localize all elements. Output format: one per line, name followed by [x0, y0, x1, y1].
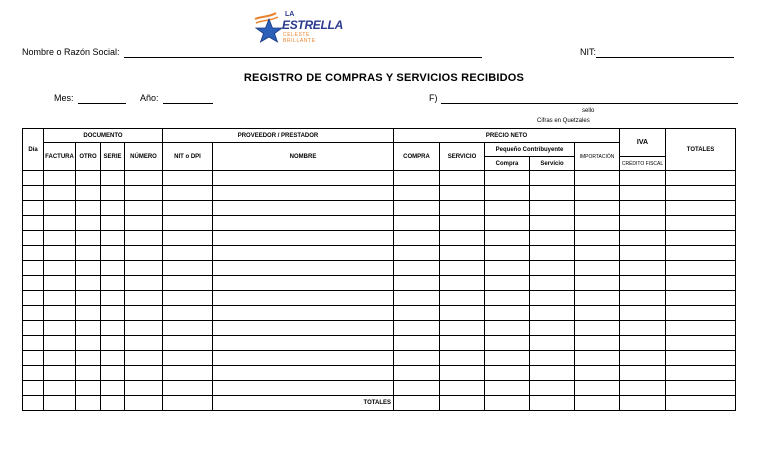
cell-total[interactable] [666, 336, 736, 351]
totales-iva-cell[interactable] [620, 396, 666, 411]
cell-importacion[interactable] [575, 171, 620, 186]
table-row [23, 366, 736, 381]
table-row [23, 306, 736, 321]
cell-servicio[interactable] [440, 381, 485, 396]
table-row [23, 291, 736, 306]
cell-nit-dpi[interactable] [163, 321, 213, 336]
cell-nit-dpi[interactable] [163, 306, 213, 321]
page-title: REGISTRO DE COMPRAS Y SERVICIOS RECIBIDOS [243, 72, 525, 84]
cell-compra[interactable] [394, 231, 440, 246]
cell-numero[interactable] [125, 261, 163, 276]
cell-dia[interactable] [23, 186, 44, 201]
cell-servicio[interactable] [440, 261, 485, 276]
cell-total[interactable] [666, 321, 736, 336]
nombre-header: NOMBRE [213, 143, 394, 171]
totales-compra-pc-cell[interactable] [485, 396, 530, 411]
credito-fiscal-header: CRÉDITO FISCAL [620, 157, 666, 171]
cell-factura[interactable] [44, 186, 76, 201]
sello-label: sello [582, 108, 595, 114]
cell-dia[interactable] [23, 366, 44, 381]
cell-importacion[interactable] [575, 186, 620, 201]
cell-servicio-pc[interactable] [530, 351, 575, 366]
cell-iva[interactable] [620, 261, 666, 276]
cell-servicio-pc[interactable] [530, 381, 575, 396]
cell-servicio-pc[interactable] [530, 276, 575, 291]
cell-servicio-pc[interactable] [530, 216, 575, 231]
cell-nombre[interactable] [213, 336, 394, 351]
pequeno-contribuyente-header: Pequeño Contribuyente [485, 143, 575, 157]
table-row [23, 231, 736, 246]
table-row [23, 261, 736, 276]
cell-iva[interactable] [620, 216, 666, 231]
cell-compra[interactable] [394, 366, 440, 381]
cell-serie[interactable] [101, 336, 125, 351]
cell-compra-pc[interactable] [485, 306, 530, 321]
cell-otro[interactable] [76, 186, 101, 201]
compra-pc-header: Compra [485, 157, 530, 171]
cell-total[interactable] [666, 186, 736, 201]
cell-serie[interactable] [101, 306, 125, 321]
cell-iva[interactable] [620, 231, 666, 246]
servicio-header: SERVICIO [440, 143, 485, 171]
cell-dia[interactable] [23, 261, 44, 276]
cell-total[interactable] [666, 366, 736, 381]
cell-servicio[interactable] [440, 351, 485, 366]
totales-row-cell[interactable] [44, 396, 76, 411]
cell-compra[interactable] [394, 291, 440, 306]
cell-factura[interactable] [44, 381, 76, 396]
cell-servicio-pc[interactable] [530, 171, 575, 186]
cell-total[interactable] [666, 291, 736, 306]
cell-numero[interactable] [125, 246, 163, 261]
cell-numero[interactable] [125, 276, 163, 291]
cell-numero[interactable] [125, 336, 163, 351]
cell-factura[interactable] [44, 336, 76, 351]
numero-header: NÚMERO [125, 143, 163, 171]
cell-nombre[interactable] [213, 246, 394, 261]
cell-nombre[interactable] [213, 201, 394, 216]
totales-row-dia[interactable] [23, 396, 44, 411]
cell-servicio-pc[interactable] [530, 366, 575, 381]
cell-servicio-pc[interactable] [530, 306, 575, 321]
cell-dia[interactable] [23, 351, 44, 366]
table-row [23, 351, 736, 366]
cell-servicio[interactable] [440, 321, 485, 336]
cell-factura[interactable] [44, 201, 76, 216]
cell-serie[interactable] [101, 246, 125, 261]
cell-nombre[interactable] [213, 276, 394, 291]
cell-dia[interactable] [23, 246, 44, 261]
table-row [23, 321, 736, 336]
cell-compra-pc[interactable] [485, 321, 530, 336]
cell-servicio[interactable] [440, 246, 485, 261]
cell-otro[interactable] [76, 291, 101, 306]
cell-numero[interactable] [125, 231, 163, 246]
cell-total[interactable] [666, 306, 736, 321]
cell-importacion[interactable] [575, 231, 620, 246]
cell-compra-pc[interactable] [485, 261, 530, 276]
cell-servicio-pc[interactable] [530, 291, 575, 306]
cell-numero[interactable] [125, 291, 163, 306]
cell-total[interactable] [666, 261, 736, 276]
cell-serie[interactable] [101, 366, 125, 381]
cell-servicio[interactable] [440, 336, 485, 351]
firma-label: F) [429, 93, 438, 103]
cell-compra[interactable] [394, 246, 440, 261]
cell-importacion[interactable] [575, 216, 620, 231]
documento-header: DOCUMENTO [44, 129, 163, 143]
cell-compra[interactable] [394, 306, 440, 321]
cell-importacion[interactable] [575, 201, 620, 216]
table-row [23, 186, 736, 201]
cell-otro[interactable] [76, 171, 101, 186]
cell-factura[interactable] [44, 171, 76, 186]
cell-total[interactable] [666, 171, 736, 186]
proveedor-header: PROVEEDOR / PRESTADOR [163, 129, 394, 143]
cell-total[interactable] [666, 201, 736, 216]
cell-servicio[interactable] [440, 216, 485, 231]
cell-nit-dpi[interactable] [163, 231, 213, 246]
cell-factura[interactable] [44, 351, 76, 366]
cell-dia[interactable] [23, 306, 44, 321]
cell-importacion[interactable] [575, 246, 620, 261]
table-row [23, 171, 736, 186]
cell-servicio[interactable] [440, 201, 485, 216]
cell-total[interactable] [666, 351, 736, 366]
cell-compra-pc[interactable] [485, 231, 530, 246]
cell-servicio[interactable] [440, 231, 485, 246]
cell-importacion[interactable] [575, 336, 620, 351]
cell-dia[interactable] [23, 381, 44, 396]
cell-iva[interactable] [620, 381, 666, 396]
cell-servicio-pc[interactable] [530, 246, 575, 261]
cell-compra-pc[interactable] [485, 171, 530, 186]
cell-nit-dpi[interactable] [163, 351, 213, 366]
cell-factura[interactable] [44, 261, 76, 276]
cell-servicio[interactable] [440, 186, 485, 201]
cell-dia[interactable] [23, 336, 44, 351]
cell-iva[interactable] [620, 171, 666, 186]
totales-row-cell[interactable] [76, 396, 101, 411]
cell-factura[interactable] [44, 366, 76, 381]
anio-field-line[interactable] [163, 103, 213, 104]
totales-row-cell[interactable] [163, 396, 213, 411]
cell-compra-pc[interactable] [485, 201, 530, 216]
nombre-label: Nombre o Razón Social: [22, 47, 120, 57]
cell-servicio-pc[interactable] [530, 186, 575, 201]
table-row [23, 216, 736, 231]
cell-numero[interactable] [125, 321, 163, 336]
table-row [23, 276, 736, 291]
cell-iva[interactable] [620, 276, 666, 291]
cell-compra-pc[interactable] [485, 186, 530, 201]
dia-header: Día [23, 129, 44, 171]
cell-nombre[interactable] [213, 381, 394, 396]
nit-field-line[interactable] [596, 57, 734, 58]
cell-iva[interactable] [620, 291, 666, 306]
cell-servicio-pc[interactable] [530, 336, 575, 351]
cell-servicio-pc[interactable] [530, 321, 575, 336]
cell-nit-dpi[interactable] [163, 261, 213, 276]
cell-servicio[interactable] [440, 276, 485, 291]
cell-factura[interactable] [44, 276, 76, 291]
totales-row-cell[interactable] [125, 396, 163, 411]
cell-serie[interactable] [101, 291, 125, 306]
cell-otro[interactable] [76, 321, 101, 336]
cell-dia[interactable] [23, 231, 44, 246]
cell-compra-pc[interactable] [485, 291, 530, 306]
cell-compra-pc[interactable] [485, 336, 530, 351]
cell-importacion[interactable] [575, 321, 620, 336]
cell-total[interactable] [666, 381, 736, 396]
cell-nombre[interactable] [213, 231, 394, 246]
cell-otro[interactable] [76, 336, 101, 351]
cell-nombre[interactable] [213, 171, 394, 186]
cell-iva[interactable] [620, 351, 666, 366]
cell-dia[interactable] [23, 276, 44, 291]
cell-compra[interactable] [394, 186, 440, 201]
factura-header: FACTURA [44, 143, 76, 171]
cell-servicio[interactable] [440, 366, 485, 381]
cell-serie[interactable] [101, 171, 125, 186]
importacion-header: IMPORTACIÓN [575, 143, 620, 171]
cell-numero[interactable] [125, 351, 163, 366]
cell-servicio-pc[interactable] [530, 261, 575, 276]
cell-compra[interactable] [394, 216, 440, 231]
cell-nit-dpi[interactable] [163, 291, 213, 306]
table-row [23, 381, 736, 396]
cell-iva[interactable] [620, 336, 666, 351]
cell-dia[interactable] [23, 291, 44, 306]
cell-compra[interactable] [394, 276, 440, 291]
iva-header: IVA [620, 129, 666, 157]
cell-servicio[interactable] [440, 306, 485, 321]
mes-field-line[interactable] [78, 103, 126, 104]
cell-otro[interactable] [76, 261, 101, 276]
otro-header: OTRO [76, 143, 101, 171]
cell-compra-pc[interactable] [485, 246, 530, 261]
cell-nombre[interactable] [213, 261, 394, 276]
cell-factura[interactable] [44, 291, 76, 306]
nit-dpi-header: NIT o DPI [163, 143, 213, 171]
cell-otro[interactable] [76, 381, 101, 396]
cell-nombre[interactable] [213, 306, 394, 321]
cell-importacion[interactable] [575, 351, 620, 366]
cell-compra[interactable] [394, 381, 440, 396]
logo-tagline: CELESTE BRILLANTE [283, 32, 316, 44]
cell-dia[interactable] [23, 201, 44, 216]
company-logo [252, 10, 342, 44]
cell-compra[interactable] [394, 261, 440, 276]
cell-importacion[interactable] [575, 291, 620, 306]
cell-nombre[interactable] [213, 291, 394, 306]
cell-nit-dpi[interactable] [163, 336, 213, 351]
cell-nombre[interactable] [213, 216, 394, 231]
star-logo-icon [252, 10, 286, 44]
cell-numero[interactable] [125, 216, 163, 231]
cell-serie[interactable] [101, 216, 125, 231]
cell-compra[interactable] [394, 201, 440, 216]
cell-factura[interactable] [44, 216, 76, 231]
cell-serie[interactable] [101, 321, 125, 336]
totales-servicio-cell[interactable] [440, 396, 485, 411]
logo-text-la: LA [285, 11, 295, 18]
cell-otro[interactable] [76, 306, 101, 321]
cell-compra[interactable] [394, 171, 440, 186]
cell-dia[interactable] [23, 216, 44, 231]
cell-total[interactable] [666, 246, 736, 261]
cell-compra-pc[interactable] [485, 351, 530, 366]
firma-field-line[interactable] [441, 103, 738, 104]
cell-numero[interactable] [125, 306, 163, 321]
cell-compra-pc[interactable] [485, 276, 530, 291]
cell-compra-pc[interactable] [485, 366, 530, 381]
cell-compra[interactable] [394, 336, 440, 351]
cell-numero[interactable] [125, 201, 163, 216]
anio-label: Año: [140, 93, 159, 103]
cell-iva[interactable] [620, 306, 666, 321]
cell-importacion[interactable] [575, 306, 620, 321]
cell-compra-pc[interactable] [485, 381, 530, 396]
cell-serie[interactable] [101, 351, 125, 366]
cell-serie[interactable] [101, 381, 125, 396]
totales-col-header: TOTALES [666, 129, 736, 171]
cell-dia[interactable] [23, 321, 44, 336]
cifras-label: Cifras en Quetzales [537, 118, 590, 124]
cell-serie[interactable] [101, 186, 125, 201]
cell-compra-pc[interactable] [485, 216, 530, 231]
cell-numero[interactable] [125, 171, 163, 186]
totales-importacion-cell[interactable] [575, 396, 620, 411]
cell-otro[interactable] [76, 366, 101, 381]
cell-nit-dpi[interactable] [163, 246, 213, 261]
cell-nit-dpi[interactable] [163, 171, 213, 186]
cell-serie[interactable] [101, 231, 125, 246]
cell-nombre[interactable] [213, 351, 394, 366]
cell-dia[interactable] [23, 171, 44, 186]
totales-row-label: TOTALES [213, 396, 394, 411]
nit-label: NIT: [580, 47, 597, 57]
cell-factura[interactable] [44, 306, 76, 321]
cell-otro[interactable] [76, 216, 101, 231]
cell-iva[interactable] [620, 321, 666, 336]
cell-otro[interactable] [76, 351, 101, 366]
cell-servicio-pc[interactable] [530, 201, 575, 216]
serie-header: SERIE [101, 143, 125, 171]
cell-total[interactable] [666, 216, 736, 231]
cell-nombre[interactable] [213, 186, 394, 201]
totales-compra-cell[interactable] [394, 396, 440, 411]
cell-iva[interactable] [620, 186, 666, 201]
cell-importacion[interactable] [575, 366, 620, 381]
cell-iva[interactable] [620, 366, 666, 381]
cell-compra[interactable] [394, 351, 440, 366]
cell-nit-dpi[interactable] [163, 186, 213, 201]
cell-nit-dpi[interactable] [163, 381, 213, 396]
cell-factura[interactable] [44, 246, 76, 261]
servicio-pc-header: Servicio [530, 157, 575, 171]
cell-importacion[interactable] [575, 261, 620, 276]
cell-factura[interactable] [44, 231, 76, 246]
logo-text-estrella: ESTRELLA [282, 18, 343, 32]
totales-total-cell[interactable] [666, 396, 736, 411]
cell-compra[interactable] [394, 321, 440, 336]
mes-label: Mes: [54, 93, 74, 103]
cell-nit-dpi[interactable] [163, 366, 213, 381]
cell-factura[interactable] [44, 321, 76, 336]
table-row [23, 336, 736, 351]
cell-otro[interactable] [76, 201, 101, 216]
cell-otro[interactable] [76, 231, 101, 246]
cell-nombre[interactable] [213, 366, 394, 381]
cell-serie[interactable] [101, 276, 125, 291]
totales-servicio-pc-cell[interactable] [530, 396, 575, 411]
nombre-field-line[interactable] [124, 57, 482, 58]
cell-numero[interactable] [125, 381, 163, 396]
cell-total[interactable] [666, 276, 736, 291]
totales-row-cell[interactable] [101, 396, 125, 411]
cell-servicio[interactable] [440, 171, 485, 186]
precio-neto-header: PRECIO NETO [394, 129, 620, 143]
cell-nit-dpi[interactable] [163, 201, 213, 216]
cell-total[interactable] [666, 231, 736, 246]
cell-servicio-pc[interactable] [530, 231, 575, 246]
cell-otro[interactable] [76, 246, 101, 261]
table-row [23, 246, 736, 261]
table-row [23, 201, 736, 216]
register-table [22, 128, 736, 411]
cell-numero[interactable] [125, 186, 163, 201]
cell-iva[interactable] [620, 246, 666, 261]
cell-servicio[interactable] [440, 291, 485, 306]
cell-nombre[interactable] [213, 321, 394, 336]
cell-iva[interactable] [620, 201, 666, 216]
cell-importacion[interactable] [575, 381, 620, 396]
compra-header: COMPRA [394, 143, 440, 171]
cell-numero[interactable] [125, 366, 163, 381]
cell-serie[interactable] [101, 261, 125, 276]
cell-importacion[interactable] [575, 276, 620, 291]
cell-otro[interactable] [76, 276, 101, 291]
cell-nit-dpi[interactable] [163, 216, 213, 231]
cell-serie[interactable] [101, 201, 125, 216]
cell-nit-dpi[interactable] [163, 276, 213, 291]
